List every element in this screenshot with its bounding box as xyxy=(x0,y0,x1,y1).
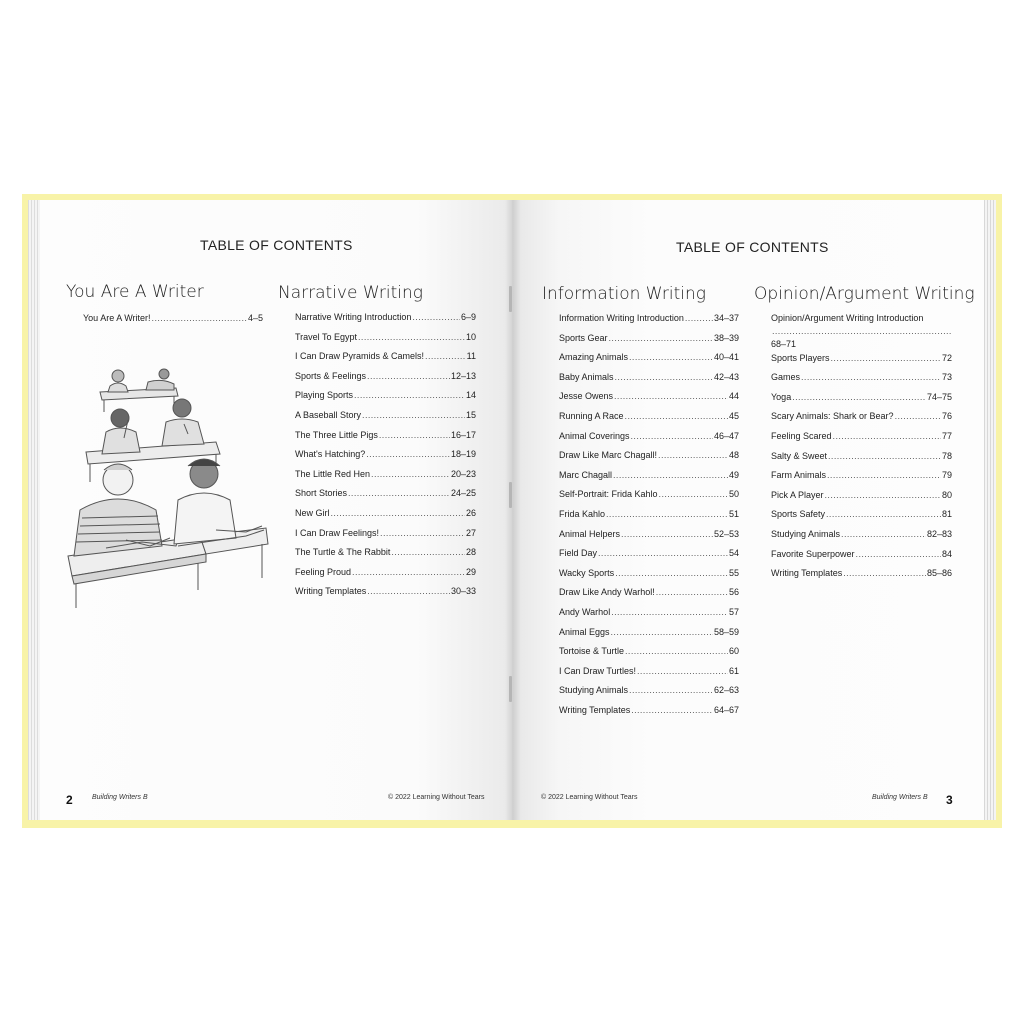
toc-entry xyxy=(559,666,739,686)
toc-entry xyxy=(771,509,952,529)
toc-entry xyxy=(559,568,739,588)
toc-leader-dots xyxy=(827,470,941,480)
toc-leader-dots xyxy=(828,451,941,461)
toc-leader-dots xyxy=(613,470,728,480)
toc-list-narrative-writing xyxy=(295,312,476,606)
toc-entry-pages: 11 xyxy=(466,351,476,362)
toc-entry-title: Scary Animals: Shark or Bear? xyxy=(771,411,894,422)
toc-entry-pages: 38–39 xyxy=(713,332,739,343)
staple-bottom xyxy=(509,676,512,702)
toc-entry xyxy=(559,548,739,568)
toc-entry xyxy=(559,607,739,627)
toc-leader-dots xyxy=(615,568,728,578)
toc-entry-pages: 55 xyxy=(728,567,739,578)
toc-leader-dots xyxy=(631,705,713,715)
toc-entry-title: Marc Chagall xyxy=(559,469,613,480)
section-heading-information-writing: Information Writing xyxy=(542,284,706,304)
toc-entry-title: Draw Like Marc Chagall! xyxy=(559,450,658,461)
toc-entry-title: Sports Gear xyxy=(559,332,608,343)
toc-leader-dots xyxy=(379,430,450,440)
toc-entry-title: Farm Animals xyxy=(771,470,827,481)
toc-entry-pages: 74–75 xyxy=(926,391,952,402)
toc-entry-pages: 4–5 xyxy=(247,313,263,323)
toc-entry xyxy=(295,547,476,567)
toc-entry xyxy=(559,391,739,411)
toc-entry-pages: 44 xyxy=(728,391,739,402)
toc-leader-dots xyxy=(833,431,941,441)
toc-entry xyxy=(559,411,739,431)
toc-entry xyxy=(559,352,739,372)
toc-entry-title: Sports Players xyxy=(771,352,830,363)
toc-entry-pages: 26 xyxy=(465,507,476,518)
toc-entry-pages: 16–17 xyxy=(450,429,476,440)
toc-entry xyxy=(295,586,476,606)
toc-entry xyxy=(559,509,739,529)
section-heading-opinion-argument-writing: Opinion/Argument Writing xyxy=(754,284,975,304)
toc-leader-dots xyxy=(380,528,465,538)
toc-leader-dots xyxy=(391,547,465,557)
toc-leader-dots xyxy=(614,391,728,401)
toc-entry-title: Favorite Superpower xyxy=(771,548,855,559)
toc-leader-dots xyxy=(843,568,926,578)
toc-entry-title: New Girl xyxy=(295,507,330,518)
toc-entry xyxy=(559,470,739,490)
toc-entry xyxy=(295,390,476,410)
students-writing-illustration xyxy=(66,360,270,610)
toc-entry-pages: 20–23 xyxy=(450,468,476,479)
toc-entry xyxy=(771,392,952,412)
toc-entry-title: Opinion/Argument Writing Introduction xyxy=(771,313,924,323)
toc-entry-title: Writing Templates xyxy=(295,586,367,597)
toc-entry-title: Field Day xyxy=(559,548,598,559)
toc-entry-pages: 34–37 xyxy=(713,313,739,323)
toc-title-left: TABLE OF CONTENTS xyxy=(200,237,353,253)
toc-leader-dots xyxy=(841,529,926,539)
toc-entry-pages: 68–71 xyxy=(771,339,797,350)
toc-entry xyxy=(83,313,263,333)
toc-entry xyxy=(295,371,476,391)
toc-leader-dots xyxy=(895,411,941,421)
toc-entry-title: Amazing Animals xyxy=(559,352,629,363)
toc-entry-pages: 77 xyxy=(941,430,952,441)
toc-entry xyxy=(771,411,952,431)
toc-entry-title: Running A Race xyxy=(559,410,624,421)
toc-leader-dots xyxy=(606,509,728,519)
toc-leader-dots xyxy=(658,450,728,460)
toc-leader-dots xyxy=(367,371,450,381)
toc-leader-dots xyxy=(625,646,728,656)
toc-entry-title: Narrative Writing Introduction xyxy=(295,312,412,322)
toc-entry-title: Studying Animals xyxy=(771,528,841,539)
toc-entry-title: Animal Eggs xyxy=(559,626,610,637)
toc-entry-pages: 61 xyxy=(728,665,739,676)
toc-entry-title: Animal Coverings xyxy=(559,430,630,441)
copyright-left: © 2022 Learning Without Tears xyxy=(388,794,485,801)
toc-entry xyxy=(559,627,739,647)
toc-leader-dots xyxy=(631,431,713,441)
toc-leader-dots xyxy=(425,351,466,361)
toc-leader-dots xyxy=(801,372,941,382)
toc-leader-dots xyxy=(371,469,450,479)
toc-entry-pages: 15 xyxy=(465,409,476,420)
section-heading-narrative-writing: Narrative Writing xyxy=(278,283,423,303)
toc-entry-title: Draw Like Andy Warhol! xyxy=(559,587,655,598)
toc-entry-pages: 29 xyxy=(465,566,476,577)
toc-entry-title: Feeling Proud xyxy=(295,566,352,577)
toc-leader-dots xyxy=(352,567,465,577)
toc-entry-pages: 78 xyxy=(941,450,952,461)
toc-entry xyxy=(295,449,476,469)
toc-entry xyxy=(295,567,476,587)
toc-leader-dots xyxy=(792,392,926,402)
toc-entry-pages: 62–63 xyxy=(713,685,739,696)
toc-entry-pages: 48 xyxy=(728,450,739,461)
page-edges-right xyxy=(982,200,996,820)
toc-entry-pages: 30–33 xyxy=(450,586,476,597)
toc-entry-pages: 56 xyxy=(728,587,739,598)
toc-leader-dots xyxy=(362,410,465,420)
toc-entry xyxy=(559,587,739,607)
toc-entry xyxy=(295,351,476,371)
toc-entry-pages: 27 xyxy=(465,527,476,538)
toc-leader-dots xyxy=(611,607,728,617)
toc-entry-pages: 76 xyxy=(941,411,952,422)
toc-leader-dots xyxy=(609,333,713,343)
toc-entry-pages: 50 xyxy=(728,489,739,500)
toc-leader-dots xyxy=(629,352,713,362)
toc-entry-title: The Turtle & The Rabbit xyxy=(295,547,391,558)
toc-entry-title: I Can Draw Feelings! xyxy=(295,527,380,538)
toc-leader-dots xyxy=(856,549,941,559)
toc-leader-dots xyxy=(412,312,460,322)
toc-entry-pages: 12–13 xyxy=(450,370,476,381)
toc-list-you-are-a-writer xyxy=(83,313,263,333)
staple-top xyxy=(509,286,512,312)
toc-list-opinion-argument-writing xyxy=(771,313,952,588)
toc-leader-dots xyxy=(615,372,713,382)
toc-entry-pages: 40–41 xyxy=(713,352,739,363)
toc-list-information-writing xyxy=(559,313,739,724)
toc-entry xyxy=(559,372,739,392)
page-number-right: 3 xyxy=(946,793,953,807)
toc-entry xyxy=(771,490,952,510)
toc-entry xyxy=(295,430,476,450)
toc-leader-dots xyxy=(621,529,713,539)
toc-entry-title: Animal Helpers xyxy=(559,528,621,539)
toc-leader-dots xyxy=(831,353,941,363)
toc-entry-title: Sports Safety xyxy=(771,509,826,520)
toc-entry xyxy=(559,529,739,549)
toc-entry xyxy=(295,312,476,332)
toc-entry xyxy=(559,333,739,353)
toc-entry-pages: 18–19 xyxy=(450,449,476,460)
toc-entry-pages: 82–83 xyxy=(926,528,952,539)
toc-entry-title: Frida Kahlo xyxy=(559,508,606,519)
toc-entry-title: Yoga xyxy=(771,391,792,402)
toc-entry-pages: 42–43 xyxy=(713,371,739,382)
toc-entry-pages: 14 xyxy=(465,390,476,401)
toc-entry-title: You Are A Writer! xyxy=(83,313,151,323)
toc-leader-dots xyxy=(348,488,450,498)
toc-leader-dots xyxy=(826,509,941,519)
toc-entry-pages: 79 xyxy=(941,470,952,481)
toc-entry-title: Salty & Sweet xyxy=(771,450,828,461)
toc-leader-dots xyxy=(354,390,465,400)
toc-leader-dots xyxy=(367,586,450,596)
book-gutter xyxy=(505,200,521,820)
toc-entry xyxy=(559,489,739,509)
toc-entry-pages: 24–25 xyxy=(450,488,476,499)
toc-entry-pages: 54 xyxy=(728,548,739,559)
toc-entry xyxy=(559,431,739,451)
toc-leader-dots xyxy=(625,411,728,421)
copyright-right: © 2022 Learning Without Tears xyxy=(541,794,638,801)
toc-entry xyxy=(771,568,952,588)
toc-entry xyxy=(771,470,952,490)
toc-entry-title: Feeling Scared xyxy=(771,430,832,441)
toc-leader-dots xyxy=(685,313,713,323)
toc-entry-pages: 84 xyxy=(941,548,952,559)
toc-entry-title: Tortoise & Turtle xyxy=(559,646,625,657)
toc-entry xyxy=(295,469,476,489)
toc-entry xyxy=(771,313,952,353)
toc-entry xyxy=(559,646,739,666)
book-title-left: Building Writers B xyxy=(92,794,148,801)
toc-entry-title: A Baseball Story xyxy=(295,409,362,420)
toc-entry-pages: 64–67 xyxy=(713,704,739,715)
toc-entry-pages: 28 xyxy=(465,547,476,558)
toc-entry xyxy=(771,549,952,569)
toc-entry xyxy=(295,508,476,528)
toc-entry-pages: 80 xyxy=(941,489,952,500)
toc-entry-title: I Can Draw Pyramids & Camels! xyxy=(295,351,425,362)
book-title-right: Building Writers B xyxy=(872,794,928,801)
toc-entry-title: Information Writing Introduction xyxy=(559,313,684,323)
toc-entry-title: Jesse Owens xyxy=(559,391,614,402)
page-number-left: 2 xyxy=(66,793,73,807)
toc-entry-pages: 10 xyxy=(465,331,476,342)
toc-entry xyxy=(771,529,952,549)
toc-entry-title: Games xyxy=(771,372,801,383)
toc-entry xyxy=(559,313,739,333)
toc-entry xyxy=(295,488,476,508)
toc-leader-dots xyxy=(637,666,728,676)
toc-leader-dots xyxy=(656,587,728,597)
toc-entry-pages: 72 xyxy=(941,352,952,363)
toc-entry-title: Pick A Player xyxy=(771,489,824,500)
toc-entry xyxy=(295,332,476,352)
toc-leader-dots xyxy=(611,627,713,637)
toc-entry-pages: 85–86 xyxy=(926,568,952,579)
toc-entry-pages: 6–9 xyxy=(460,312,476,322)
toc-entry xyxy=(771,431,952,451)
toc-entry-title: Playing Sports xyxy=(295,390,354,401)
toc-entry xyxy=(559,705,739,725)
toc-leader-dots xyxy=(366,449,450,459)
toc-entry xyxy=(771,372,952,392)
toc-entry-pages: 73 xyxy=(941,372,952,383)
toc-entry xyxy=(771,353,952,373)
toc-leader-dots xyxy=(629,685,713,695)
toc-entry-title: Writing Templates xyxy=(559,704,631,715)
toc-entry-pages: 49 xyxy=(728,469,739,480)
toc-entry-title: The Three Little Pigs xyxy=(295,429,378,440)
toc-entry-title: Sports & Feelings xyxy=(295,370,367,381)
toc-entry-title: What's Hatching? xyxy=(295,449,366,460)
section-heading-you-are-a-writer: You Are A Writer xyxy=(66,282,204,302)
toc-entry-title: I Can Draw Turtles! xyxy=(559,665,637,676)
toc-entry xyxy=(295,410,476,430)
toc-entry-title: Writing Templates xyxy=(771,568,843,579)
toc-entry-title: Short Stories xyxy=(295,488,348,499)
toc-entry-title: Wacky Sports xyxy=(559,567,615,578)
toc-entry-pages: 81 xyxy=(941,509,952,520)
toc-entry-pages: 60 xyxy=(728,646,739,657)
toc-entry-pages: 58–59 xyxy=(713,626,739,637)
toc-entry-title: Travel To Egypt xyxy=(295,331,358,342)
toc-leader-dots xyxy=(825,490,941,500)
toc-entry xyxy=(295,528,476,548)
toc-leader-dots xyxy=(152,313,247,323)
toc-leader-dots xyxy=(598,548,728,558)
toc-entry xyxy=(559,685,739,705)
toc-entry-pages: 57 xyxy=(728,606,739,617)
toc-leader-dots xyxy=(659,489,728,499)
toc-entry-title: Baby Animals xyxy=(559,371,614,382)
toc-entry-title: Andy Warhol xyxy=(559,606,611,617)
toc-entry-title: The Little Red Hen xyxy=(295,468,371,479)
toc-entry-pages: 52–53 xyxy=(713,528,739,539)
toc-entry xyxy=(559,450,739,470)
toc-entry-pages: 46–47 xyxy=(713,430,739,441)
toc-entry-title: Studying Animals xyxy=(559,685,629,696)
toc-leader-dots xyxy=(772,326,951,336)
toc-leader-dots xyxy=(358,332,465,342)
staple-middle xyxy=(509,482,512,508)
toc-title-right: TABLE OF CONTENTS xyxy=(676,239,829,255)
toc-entry-pages: 51 xyxy=(728,508,739,519)
toc-entry-title: Self-Portrait: Frida Kahlo xyxy=(559,489,658,500)
toc-entry-pages: 45 xyxy=(728,410,739,421)
toc-leader-dots xyxy=(331,508,465,518)
toc-entry xyxy=(771,451,952,471)
